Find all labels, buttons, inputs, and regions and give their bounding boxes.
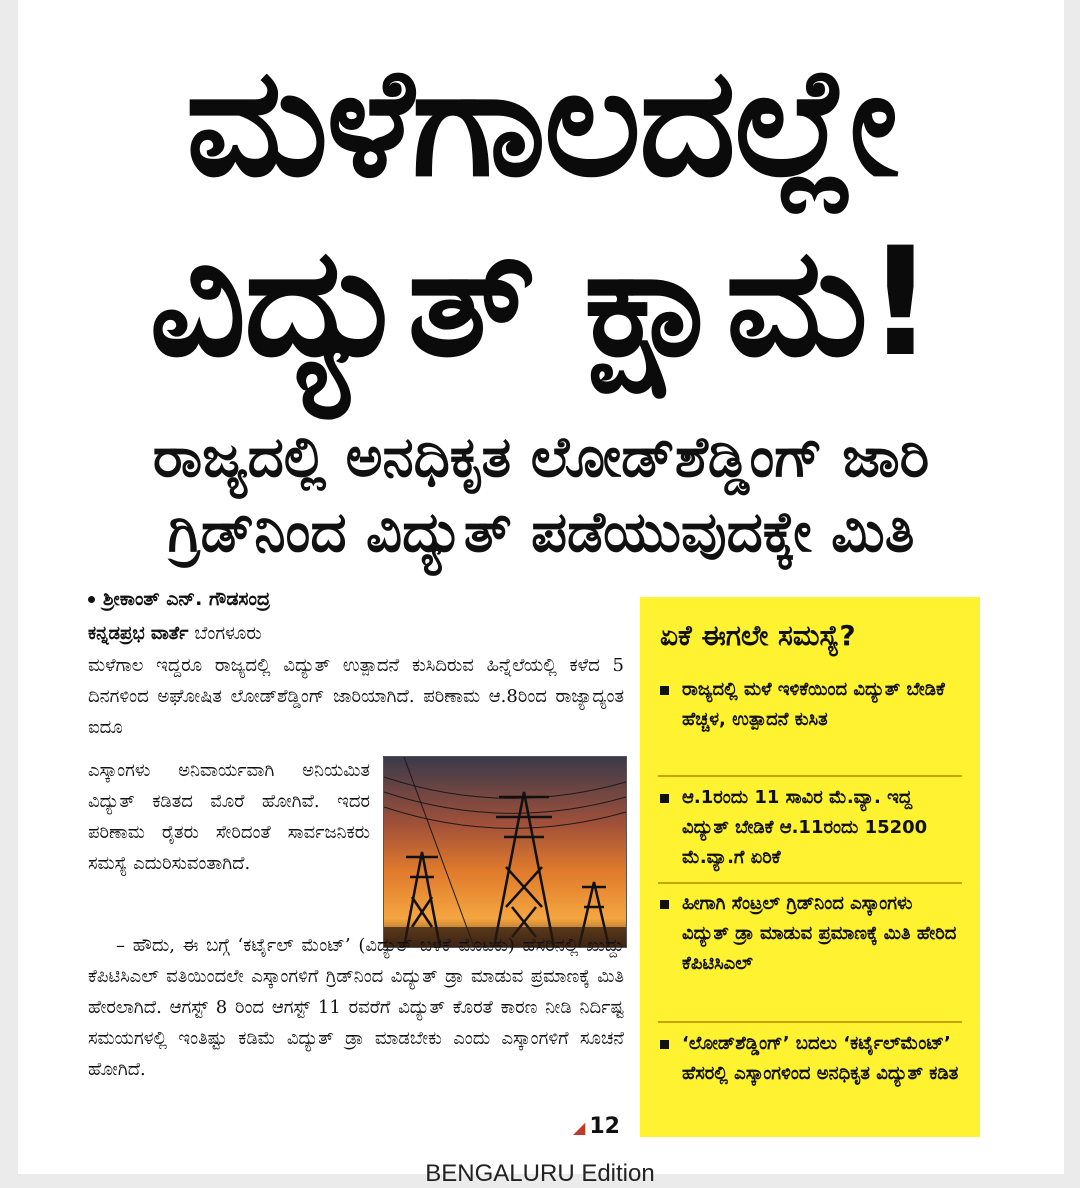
dateline: [88, 623, 262, 644]
sidebar-item-text: ‘ಲೋಡ್‌ಶೆಡ್ಡಿಂಗ್’ ಬದಲು ‘ಕರ್ಟೈಲ್‌ಮೆಂಟ್’ ಹೆಸರಲ್ಲಿ ಎಸ್ಕಾಂಗಳಿಂದ ಅನಧಿಕೃತ ವಿದ್ಯುತ್ ಕಡಿತ: [682, 1033, 959, 1084]
subheadline-line-2: ಗ್ರಿಡ್‌ನಿಂದ ವಿದ್ಯುತ್ ಪಡೆಯುವುದಕ್ಕೇ ಮಿತಿ: [167, 500, 915, 565]
power-tower-photo: [383, 756, 627, 948]
article-paragraph-3-text: – ಹೌದು, ಈ ಬಗ್ಗೆ ‘ಕರ್ಟೈಲ್ ಮೆಂಟ್’ (ವಿದ್ಯುತ್ ಬಳಕೆ ಮೊಟಕು) ಹೆಸರಿನಲ್ಲಿ ಖುದ್ದು ಕೆಪಿಟಿಸಿಎಲ್ ವತಿಯಿಂದಲೇ ಎಸ್ಕಾಂಗಳಿಗೆ ಗ್ರಿಡ್‌ನಿಂದ ವಿದ್ಯುತ್ ಡ್ರಾ ಮಾಡುವ ಪ್ರಮಾಣಕ್ಕೆ ಮಿತಿ ಹೇರಲಾಗಿದೆ. ಆಗಸ್ಟ್ 8 ರಿಂದ ಆಗಸ್ಟ್ 11 ರವರೆಗೆ ವಿದ್ಯುತ್ ಕೊರತೆ ಕಾರಣ ನೀಡಿ ನಿರ್ದಿಷ್ಟ ಸಮಯಗಳಲ್ಲಿ ಇಂತಿಷ್ಟು ಕಡಿಮೆ ವಿದ್ಯುತ್ ಡ್ರಾ ಮಾಡಬೇಕು ಎಂದು ಎಸ್ಕಾಂಗಳಿಗೆ ಸೂಚನೆ ಹೋಗಿದೆ.: [88, 935, 624, 1080]
square-bullet-icon: [660, 1040, 669, 1049]
continued-on-page: [573, 1114, 620, 1139]
square-bullet-icon: [660, 900, 669, 909]
headline-line-1: ಮಳೆಗಾಲದಲ್ಲೇ: [185, 36, 897, 210]
sidebar-box: [640, 597, 980, 1137]
edition-caption: BENGALURU Edition: [425, 1160, 655, 1187]
square-bullet-icon: [660, 794, 669, 803]
sidebar-item-text: ಹೀಗಾಗಿ ಸೆಂಟ್ರಲ್ ಗ್ರಿಡ್‌ನಿಂದ ಎಸ್ಕಾಂಗಳು ವಿದ್ಯುತ್ ಡ್ರಾ ಮಾಡುವ ಪ್ರಮಾಣಕ್ಕೆ ಮಿತಿ ಹೇರಿದ ಕೆಪಿಟಿಸಿಎಲ್: [682, 893, 957, 974]
sidebar-item: [660, 675, 962, 735]
square-bullet-icon: [660, 686, 669, 695]
sidebar-divider: [658, 775, 962, 777]
sidebar-item-text: ರಾಜ್ಯದಲ್ಲಿ ಮಳೆ ಇಳಿಕೆಯಿಂದ ವಿದ್ಯುತ್ ಬೇಡಿಕೆ ಹೆಚ್ಚಳ, ಉತ್ಪಾದನೆ ಕುಸಿತ: [682, 679, 945, 730]
dateline-place: ಬೆಂಗಳೂರು: [194, 623, 262, 644]
newspaper-clipping: [18, 0, 1064, 1174]
byline: [88, 588, 270, 610]
sidebar-item: [660, 1029, 962, 1089]
arrow-icon: ◢: [573, 1118, 586, 1137]
sidebar-title: ಏಕೆ ಈಗಲೇ ಸಮಸ್ಯೆ?: [660, 619, 856, 652]
sidebar-item-text: ಆ.1ರಂದು 11 ಸಾವಿರ ಮೆ.ವ್ಯಾ. ಇದ್ದ ವಿದ್ಯುತ್ ಬೇಡಿಕೆ ಆ.11ರಂದು 15200 ಮೆ.ವ್ಯಾ.ಗೆ ಏರಿಕೆ: [682, 787, 928, 868]
article-paragraph-2: ಎಸ್ಕಾಂಗಳು ಅನಿವಾರ್ಯವಾಗಿ ಅನಿಯಮಿತ ವಿದ್ಯುತ್ ಕಡಿತದ ಮೊರೆ ಹೋಗಿವೆ. ಇದರ ಪರಿಣಾಮ ರೈತರು ಸೇರಿದಂತೆ ಸಾರ್ವಜನಿಕರು ಸಮಸ್ಯೆ ಎದುರಿಸುವಂತಾಗಿದೆ.: [88, 760, 370, 874]
article-paragraph-3: [88, 930, 624, 1085]
sidebar-divider: [658, 882, 962, 884]
bullet-icon: [88, 596, 95, 603]
sidebar-item: [660, 889, 962, 979]
sidebar-item: [660, 783, 962, 873]
sidebar-divider: [658, 1021, 962, 1023]
subheadline-line-1: ರಾಜ್ಯದಲ್ಲಿ ಅನಧಿಕೃತ ಲೋಡ್‌ಶೆಡ್ಡಿಂಗ್ ಜಾರಿ: [152, 425, 930, 490]
continued-page-number: 12: [589, 1114, 620, 1139]
headline-line-2: ವಿದ್ಯುತ್ ಕ್ಷಾಮ!: [149, 216, 933, 390]
dateline-source: ಕನ್ನಡಪ್ರಭ ವಾರ್ತೆ: [88, 623, 189, 644]
byline-author: ಶ್ರೀಕಾಂತ್ ಎನ್. ಗೌಡಸಂದ್ರ: [103, 588, 271, 610]
article-paragraph-1: ಮಳೆಗಾಲ ಇದ್ದರೂ ರಾಜ್ಯದಲ್ಲಿ ವಿದ್ಯುತ್ ಉತ್ಪಾದನೆ ಕುಸಿದಿರುವ ಹಿನ್ನೆಲೆಯಲ್ಲಿ ಕಳೆದ 5 ದಿನಗಳಿಂದ ಅಘೋಷಿತ ಲೋಡ್‌ಶೆಡ್ಡಿಂಗ್ ಜಾರಿಯಾಗಿದೆ. ಪರಿಣಾಮ ಆ.8ರಿಂದ ರಾಜ್ಯಾದ್ಯಂತ ಐದೂ: [88, 655, 624, 738]
